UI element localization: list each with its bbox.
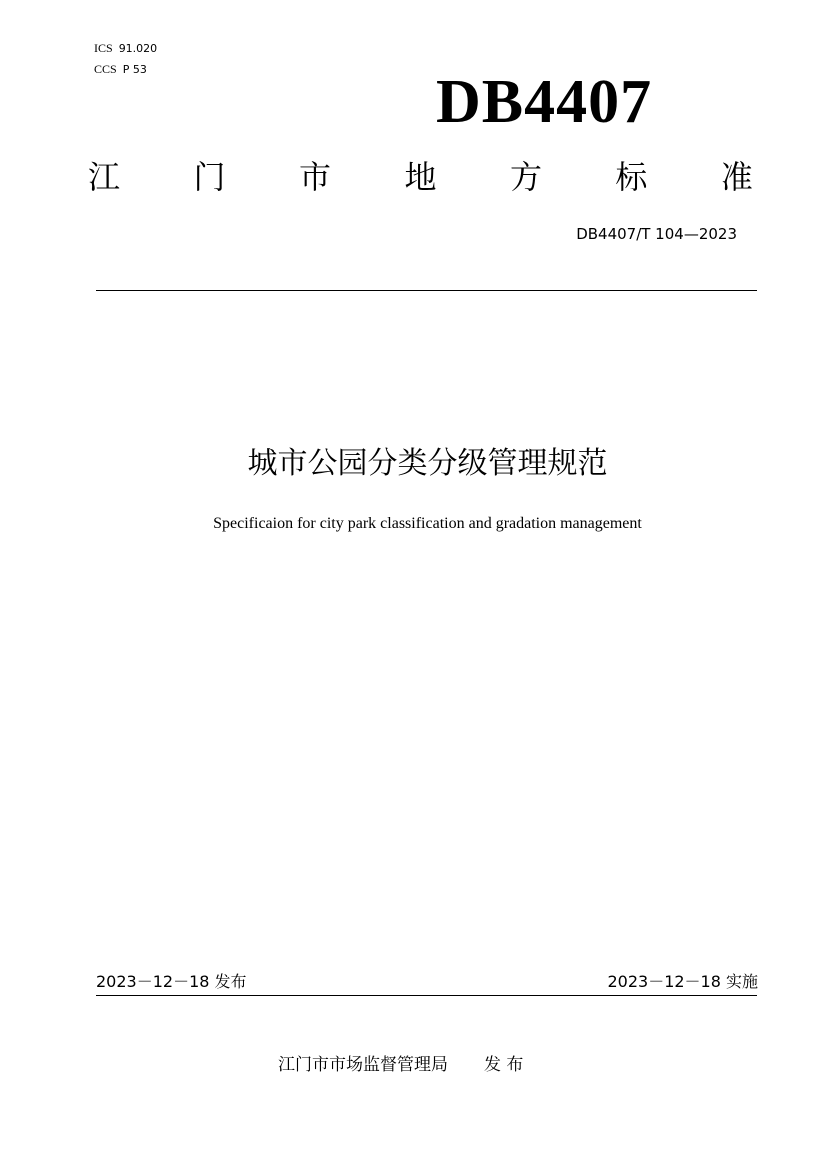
- ccs-value: P 53: [122, 63, 147, 76]
- standard-type-char: 准: [720, 158, 753, 196]
- standard-type-char: 门: [193, 158, 226, 196]
- standard-type-char: 江: [88, 158, 121, 196]
- standard-number: DB4407/T 104—2023: [576, 225, 737, 243]
- implementation-date: 2023－12－18 实施: [607, 972, 758, 991]
- bottom-divider: [96, 995, 757, 996]
- document-title-english: Specificaion for city park classification and gradation management: [213, 515, 642, 532]
- issuer-line: [278, 1054, 523, 1076]
- ics-label: ICS: [94, 41, 113, 55]
- ccs-line: [94, 62, 147, 77]
- ics-line: [94, 41, 157, 56]
- standard-type-char: 地: [404, 158, 437, 196]
- ics-value: 91.020: [118, 42, 158, 55]
- issuer-name: 江门市市场监督管理局: [278, 1055, 448, 1075]
- standard-type-char: 市: [298, 158, 331, 196]
- standard-code: DB4407: [436, 68, 653, 136]
- release-date: 2023－12－18 发布: [96, 972, 247, 991]
- standard-type-char: 标: [615, 158, 648, 196]
- top-divider: [96, 290, 757, 291]
- document-title-chinese: 城市公园分类分级管理规范: [247, 446, 608, 481]
- issuer-action: 发 布: [484, 1055, 524, 1075]
- ccs-label: CCS: [94, 62, 117, 76]
- standard-type-char: 方: [509, 158, 542, 196]
- standard-type: [88, 156, 753, 198]
